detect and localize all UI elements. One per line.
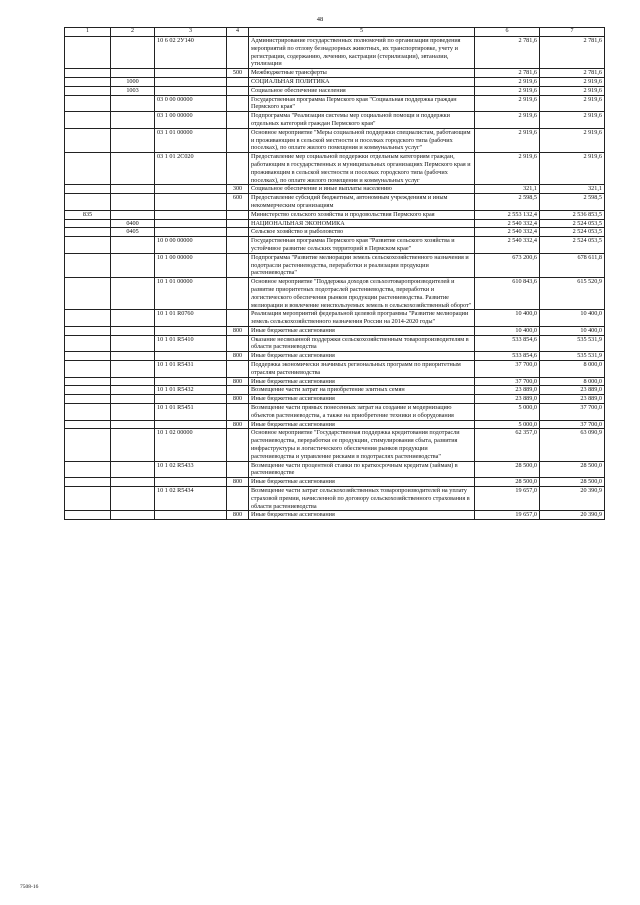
cell-c7: 2 524 053,5 (540, 237, 605, 254)
cell-c7: 2 536 853,5 (540, 210, 605, 219)
table-row (65, 478, 605, 487)
cell-c6: 2 540 332,4 (475, 228, 540, 237)
cell-c4 (227, 112, 249, 129)
cell-c3: 10 0 00 00000 (155, 237, 227, 254)
cell-c3: 10 1 01 R5451 (155, 404, 227, 421)
column-header: 3 (155, 28, 227, 37)
cell-c1 (65, 112, 111, 129)
cell-c6: 2 598,5 (475, 194, 540, 211)
cell-c4: 800 (227, 511, 249, 520)
cell-c5: Возмещение части затрат сельскохозяйственных товаропроизводителей на уплату страховой премии, начисленной по договору сельскохозяйственного страхования в области растениеводства (249, 487, 475, 511)
cell-c2 (111, 253, 155, 277)
cell-c2 (111, 461, 155, 478)
cell-c2 (111, 278, 155, 310)
cell-c4 (227, 487, 249, 511)
cell-c1 (65, 237, 111, 254)
cell-c6: 321,1 (475, 185, 540, 194)
cell-c3: 10 6 02 2У140 (155, 37, 227, 69)
cell-c4 (227, 95, 249, 112)
table-row (65, 335, 605, 352)
cell-c4 (227, 335, 249, 352)
cell-c5: Иные бюджетные ассигнования (249, 478, 475, 487)
cell-c5: Оказание несвязанной поддержки сельскохозяйственным товаропроизводителям в области растениеводства (249, 335, 475, 352)
cell-c7: 28 500,0 (540, 461, 605, 478)
cell-c5: Основное мероприятие "Государственная поддержка кредитования подотрасли растениеводства, переработки ее продукции, стимулирования сбыта, развития инфраструктуры и логистического обеспечения рынков продукции растениеводства и управление рисками в подотраслях растениеводства" (249, 429, 475, 461)
cell-c4: 800 (227, 395, 249, 404)
table-row (65, 361, 605, 378)
cell-c2 (111, 478, 155, 487)
cell-c3: 10 1 01 R5410 (155, 335, 227, 352)
cell-c6: 28 500,0 (475, 461, 540, 478)
cell-c7: 2 919,6 (540, 153, 605, 185)
cell-c7: 2 524 053,5 (540, 219, 605, 228)
cell-c3: 03 1 00 00000 (155, 112, 227, 129)
cell-c4 (227, 278, 249, 310)
cell-c2: 1003 (111, 86, 155, 95)
cell-c5: Администрирование государственных полномочий по организации проведения мероприятий по отлову безнадзорных животных, их транспортировке, учету и регистрации, содержанию, лечению, кастрации (стерилизации), эвтаназии, утилизации (249, 37, 475, 69)
cell-c7: 28 500,0 (540, 478, 605, 487)
table-row (65, 404, 605, 421)
cell-c4 (227, 128, 249, 152)
cell-c1 (65, 128, 111, 152)
cell-c3 (155, 352, 227, 361)
table-row (65, 112, 605, 129)
cell-c3 (155, 395, 227, 404)
cell-c6: 2 540 332,4 (475, 219, 540, 228)
table-row (65, 253, 605, 277)
cell-c3: 03 1 01 2С020 (155, 153, 227, 185)
cell-c3 (155, 219, 227, 228)
cell-c3: 10 1 01 R5432 (155, 386, 227, 395)
cell-c6: 533 854,6 (475, 352, 540, 361)
table-row (65, 228, 605, 237)
cell-c1 (65, 310, 111, 327)
cell-c3 (155, 420, 227, 429)
cell-c7: 23 889,0 (540, 386, 605, 395)
cell-c3 (155, 511, 227, 520)
cell-c7: 63 090,9 (540, 429, 605, 461)
cell-c3 (155, 77, 227, 86)
cell-c4 (227, 77, 249, 86)
cell-c4 (227, 219, 249, 228)
cell-c5: Подпрограмма "Развитие мелиорации земель сельскохозяйственного назначения и подотрасли растениеводства, переработки и реализации продукции растениеводства" (249, 253, 475, 277)
cell-c2 (111, 429, 155, 461)
cell-c6: 2 540 332,4 (475, 237, 540, 254)
cell-c3 (155, 194, 227, 211)
cell-c5: Государственная программа Пермского края "Развитие сельского хозяйства и устойчивое развитие сельских территорий в Пермском крае" (249, 237, 475, 254)
table-row (65, 310, 605, 327)
cell-c7: 20 390,9 (540, 511, 605, 520)
cell-c6: 2 919,6 (475, 153, 540, 185)
cell-c2 (111, 185, 155, 194)
cell-c1 (65, 404, 111, 421)
cell-c1 (65, 153, 111, 185)
cell-c1 (65, 77, 111, 86)
cell-c1 (65, 361, 111, 378)
cell-c4: 800 (227, 420, 249, 429)
cell-c3: 10 1 01 R5431 (155, 361, 227, 378)
cell-c5: Иные бюджетные ассигнования (249, 395, 475, 404)
cell-c2 (111, 404, 155, 421)
cell-c4 (227, 253, 249, 277)
cell-c3: 10 1 02 R5433 (155, 461, 227, 478)
cell-c4 (227, 37, 249, 69)
table-row (65, 237, 605, 254)
table-row (65, 95, 605, 112)
cell-c3 (155, 210, 227, 219)
cell-c1: 835 (65, 210, 111, 219)
cell-c6: 673 200,6 (475, 253, 540, 277)
cell-c5: Иные бюджетные ассигнования (249, 352, 475, 361)
table-row (65, 37, 605, 69)
cell-c7: 10 400,0 (540, 310, 605, 327)
cell-c4 (227, 153, 249, 185)
table-row (65, 219, 605, 228)
table-row (65, 461, 605, 478)
cell-c3: 03 1 01 00000 (155, 128, 227, 152)
cell-c1 (65, 478, 111, 487)
cell-c6: 10 400,0 (475, 326, 540, 335)
cell-c5: Предоставление субсидий бюджетным, автономным учреждениям и иным некоммерческим организациям (249, 194, 475, 211)
cell-c7: 678 611,8 (540, 253, 605, 277)
page-number: 48 (316, 16, 324, 23)
cell-c4 (227, 404, 249, 421)
table-row (65, 86, 605, 95)
cell-c2 (111, 69, 155, 78)
cell-c6: 28 500,0 (475, 478, 540, 487)
cell-c3: 10 1 02 R5434 (155, 487, 227, 511)
cell-c6: 19 657,0 (475, 511, 540, 520)
cell-c6: 533 854,6 (475, 335, 540, 352)
column-header: 2 (111, 28, 155, 37)
cell-c6: 23 889,0 (475, 395, 540, 404)
cell-c2 (111, 326, 155, 335)
cell-c5: Основное мероприятие "Поддержка доходов сельхозтоваропроизводителей и развитие приоритетных подотраслей растениеводства, переработки и логистического обеспечения рынков продукции растениеводства. Развитие мелиорации и вовлечение неиспользуемых земель в сельскохозяйственный оборот" (249, 278, 475, 310)
cell-c2 (111, 153, 155, 185)
cell-c4: 800 (227, 326, 249, 335)
table-row (65, 185, 605, 194)
cell-c5: Возмещение части затрат на приобретение элитных семян (249, 386, 475, 395)
cell-c4 (227, 429, 249, 461)
cell-c1 (65, 278, 111, 310)
cell-c1 (65, 377, 111, 386)
cell-c6: 2 919,6 (475, 128, 540, 152)
cell-c6: 2 919,6 (475, 95, 540, 112)
cell-c4: 800 (227, 478, 249, 487)
cell-c6: 5 000,0 (475, 404, 540, 421)
cell-c2 (111, 112, 155, 129)
table-row (65, 487, 605, 511)
cell-c2: 1000 (111, 77, 155, 86)
budget-table (64, 27, 605, 520)
cell-c2 (111, 361, 155, 378)
cell-c7: 2 598,5 (540, 194, 605, 211)
cell-c4 (227, 461, 249, 478)
cell-c3 (155, 228, 227, 237)
cell-c6: 37 700,0 (475, 377, 540, 386)
cell-c5: НАЦИОНАЛЬНАЯ ЭКОНОМИКА (249, 219, 475, 228)
cell-c7: 37 700,0 (540, 420, 605, 429)
cell-c6: 37 700,0 (475, 361, 540, 378)
cell-c4: 300 (227, 185, 249, 194)
cell-c4: 600 (227, 194, 249, 211)
cell-c7: 23 889,0 (540, 395, 605, 404)
cell-c7: 321,1 (540, 185, 605, 194)
cell-c2 (111, 386, 155, 395)
cell-c1 (65, 69, 111, 78)
table-row (65, 420, 605, 429)
cell-c5: Министерство сельского хозяйства и продовольствия Пермского края (249, 210, 475, 219)
cell-c2 (111, 335, 155, 352)
cell-c1 (65, 86, 111, 95)
cell-c5: Возмещение части процентной ставки по краткосрочным кредитам (займам) в растениеводстве (249, 461, 475, 478)
cell-c2 (111, 377, 155, 386)
cell-c2 (111, 352, 155, 361)
table-row (65, 395, 605, 404)
cell-c7: 20 390,9 (540, 487, 605, 511)
cell-c7: 8 000,0 (540, 377, 605, 386)
cell-c5: Иные бюджетные ассигнования (249, 326, 475, 335)
cell-c1 (65, 194, 111, 211)
cell-c6: 2 919,6 (475, 86, 540, 95)
cell-c4 (227, 386, 249, 395)
cell-c6: 62 357,0 (475, 429, 540, 461)
cell-c7: 2 524 053,5 (540, 228, 605, 237)
cell-c7: 2 919,6 (540, 86, 605, 95)
cell-c4 (227, 86, 249, 95)
cell-c5: Основное мероприятие "Меры социальной поддержки специалистам, работающим и проживающим в сельской местности и поселках городского типа (рабочих поселках), по оплате жилого помещения и коммунальных услуг" (249, 128, 475, 152)
cell-c3: 03 0 00 00000 (155, 95, 227, 112)
table-row (65, 386, 605, 395)
cell-c3 (155, 86, 227, 95)
cell-c4 (227, 361, 249, 378)
cell-c6: 610 843,6 (475, 278, 540, 310)
cell-c6: 10 400,0 (475, 310, 540, 327)
cell-c3: 10 1 02 00000 (155, 429, 227, 461)
table-row (65, 429, 605, 461)
cell-c1 (65, 395, 111, 404)
cell-c2 (111, 511, 155, 520)
cell-c2 (111, 95, 155, 112)
cell-c6: 23 889,0 (475, 386, 540, 395)
cell-c3 (155, 69, 227, 78)
cell-c2: 0405 (111, 228, 155, 237)
cell-c3: 10 1 01 R0760 (155, 310, 227, 327)
cell-c5: Иные бюджетные ассигнования (249, 377, 475, 386)
cell-c7: 535 531,9 (540, 335, 605, 352)
table-row (65, 377, 605, 386)
cell-c2 (111, 37, 155, 69)
cell-c6: 2 919,6 (475, 77, 540, 86)
cell-c1 (65, 335, 111, 352)
cell-c1 (65, 185, 111, 194)
cell-c2: 0400 (111, 219, 155, 228)
cell-c3 (155, 377, 227, 386)
table-row (65, 511, 605, 520)
cell-c4: 500 (227, 69, 249, 78)
cell-c7: 2 919,6 (540, 77, 605, 86)
cell-c3: 10 1 01 00000 (155, 278, 227, 310)
cell-c5: Иные бюджетные ассигнования (249, 420, 475, 429)
cell-c3 (155, 326, 227, 335)
cell-c3: 10 1 00 00000 (155, 253, 227, 277)
cell-c6: 19 657,0 (475, 487, 540, 511)
cell-c4: 800 (227, 352, 249, 361)
cell-c1 (65, 461, 111, 478)
cell-c3 (155, 478, 227, 487)
cell-c5: Возмещение части прямых понесенных затрат на создание и модернизацию объектов растениеводства, а также на приобретение техники и оборудования (249, 404, 475, 421)
cell-c1 (65, 37, 111, 69)
cell-c7: 8 000,0 (540, 361, 605, 378)
cell-c5: СОЦИАЛЬНАЯ ПОЛИТИКА (249, 77, 475, 86)
table-row (65, 77, 605, 86)
cell-c6: 2 781,6 (475, 37, 540, 69)
table-row (65, 352, 605, 361)
cell-c7: 2 919,6 (540, 112, 605, 129)
cell-c2 (111, 210, 155, 219)
column-header: 5 (249, 28, 475, 37)
cell-c4 (227, 310, 249, 327)
cell-c7: 37 700,0 (540, 404, 605, 421)
cell-c7: 2 919,6 (540, 128, 605, 152)
cell-c5: Реализация мероприятий федеральной целевой программы "Развитие мелиорации земель сельскохозяйственного назначения России на 2014-2020 годы" (249, 310, 475, 327)
cell-c6: 2 553 132,4 (475, 210, 540, 219)
cell-c2 (111, 395, 155, 404)
column-header: 6 (475, 28, 540, 37)
cell-c5: Предоставление мер социальной поддержки отдельным категориям граждан, работающим в государственных и муниципальных организациях Пермского края и проживающим в сельской местности и поселках городского типа (рабочих поселках), по оплате жилого помещения и коммунальных услуг (249, 153, 475, 185)
cell-c7: 535 531,9 (540, 352, 605, 361)
cell-c4 (227, 210, 249, 219)
column-header: 7 (540, 28, 605, 37)
cell-c7: 615 520,9 (540, 278, 605, 310)
cell-c2 (111, 237, 155, 254)
table-row (65, 278, 605, 310)
cell-c1 (65, 352, 111, 361)
table-row (65, 326, 605, 335)
cell-c6: 2 781,6 (475, 69, 540, 78)
cell-c1 (65, 95, 111, 112)
cell-c7: 2 781,6 (540, 37, 605, 69)
cell-c4 (227, 237, 249, 254)
column-header: 1 (65, 28, 111, 37)
cell-c2 (111, 420, 155, 429)
cell-c7: 2 919,6 (540, 95, 605, 112)
cell-c1 (65, 219, 111, 228)
table-row (65, 153, 605, 185)
table-row (65, 128, 605, 152)
table-row (65, 210, 605, 219)
cell-c1 (65, 511, 111, 520)
cell-c5: Государственная программа Пермского края "Социальная поддержка граждан Пермского края" (249, 95, 475, 112)
column-number-row (65, 28, 605, 37)
cell-c1 (65, 228, 111, 237)
cell-c2 (111, 487, 155, 511)
cell-c5: Социальное обеспечение населения (249, 86, 475, 95)
cell-c1 (65, 326, 111, 335)
cell-c7: 10 400,0 (540, 326, 605, 335)
cell-c7: 2 781,6 (540, 69, 605, 78)
cell-c1 (65, 253, 111, 277)
cell-c1 (65, 386, 111, 395)
cell-c6: 5 000,0 (475, 420, 540, 429)
cell-c5: Сельское хозяйство и рыболовство (249, 228, 475, 237)
cell-c3 (155, 185, 227, 194)
cell-c1 (65, 429, 111, 461)
cell-c2 (111, 128, 155, 152)
table-row (65, 69, 605, 78)
cell-c2 (111, 310, 155, 327)
cell-c2 (111, 194, 155, 211)
cell-c5: Социальное обеспечение и иные выплаты населению (249, 185, 475, 194)
cell-c4: 800 (227, 377, 249, 386)
cell-c6: 2 919,6 (475, 112, 540, 129)
cell-c1 (65, 487, 111, 511)
cell-c5: Поддержка экономически значимых региональных программ по приоритетным отраслям растениеводства (249, 361, 475, 378)
footer-code: 7508-16 (20, 884, 39, 890)
column-header: 4 (227, 28, 249, 37)
cell-c4 (227, 228, 249, 237)
cell-c1 (65, 420, 111, 429)
table-row (65, 194, 605, 211)
cell-c5: Межбюджетные трансферты (249, 69, 475, 78)
cell-c5: Иные бюджетные ассигнования (249, 511, 475, 520)
cell-c5: Подпрограмма "Реализация системы мер социальной помощи и поддержки отдельных категорий граждан Пермского края" (249, 112, 475, 129)
